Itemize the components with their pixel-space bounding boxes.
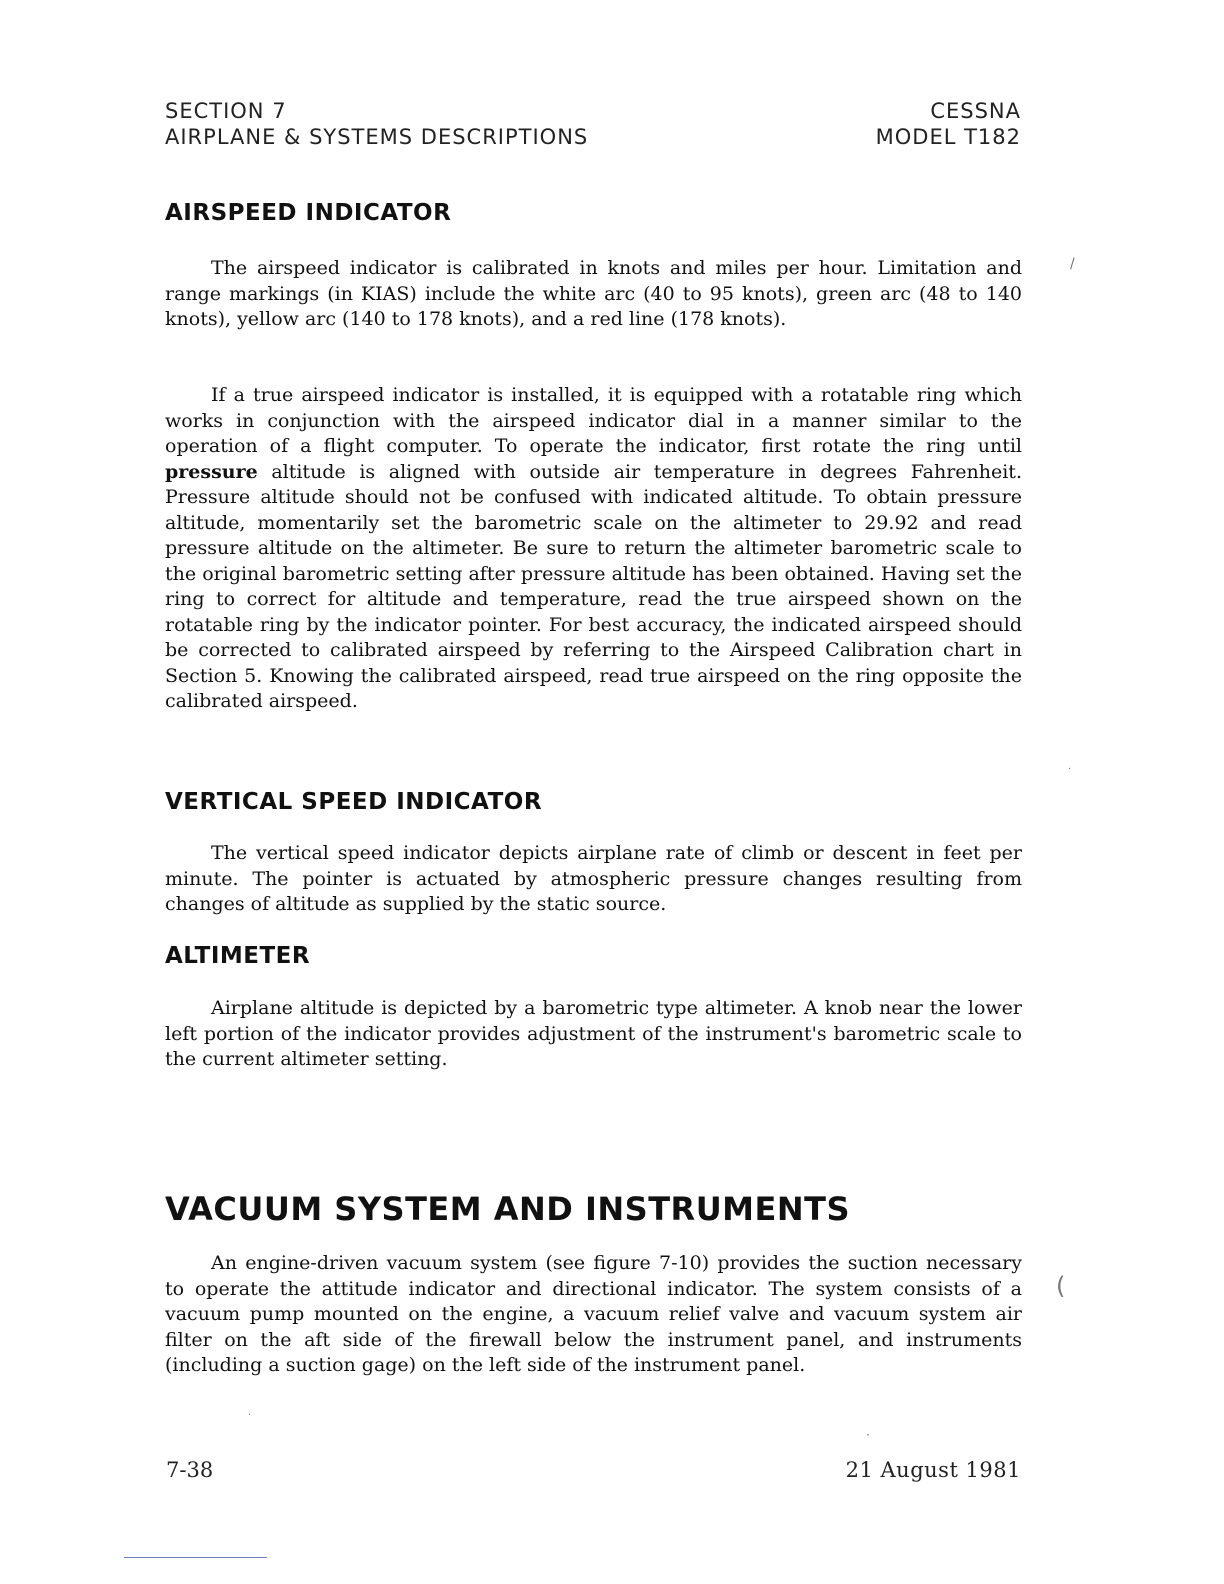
scan-artifact-dot: · (1068, 764, 1072, 775)
section-number: SECTION 7 (165, 99, 287, 123)
scan-artifact-tick: · (866, 1428, 870, 1442)
altimeter-heading: ALTIMETER (165, 943, 311, 969)
altimeter-paragraph: Airplane altitude is depicted by a barometric type altimeter. A knob near the lower left portion of the indicator provides adjustment of the instrument's barometric scale to the current altimeter setting. (165, 997, 1022, 1070)
manufacturer: CESSNA (930, 99, 1021, 123)
vsi-paragraph: The vertical speed indicator depicts airplane rate of climb or descent in feet per minute. The pointer is actuated by atmospheric pressure changes resulting from changes of altitude as supplied by the static source. (165, 842, 1022, 915)
section-title: AIRPLANE & SYSTEMS DESCRIPTIONS (165, 125, 589, 149)
revision-date: 21 August 1981 (845, 1458, 1021, 1482)
airspeed-indicator-heading: AIRSPEED INDICATOR (165, 200, 452, 226)
page-header-left (165, 98, 588, 150)
bottom-rule-line (124, 1557, 267, 1558)
scan-artifact-speck: · (248, 1410, 252, 1421)
airspeed-para2-text-a: If a true airspeed indicator is installed, it is equipped with a rotatable ring which works in conjunction with the airspeed indicator dial in a manner similar to the operation of a flight computer. To operate the indicator, first rotate the ring until (165, 384, 1022, 457)
airspeed-paragraph-1: The airspeed indicator is calibrated in knots and miles per hour. Limitation and range markings (in KIAS) include the white arc (40 to 95 knots), green arc (48 to 140 knots), yellow arc (140 to 178 knots), and a red line (178 knots). (165, 257, 1022, 330)
scan-artifact-paren: ( (1056, 1272, 1066, 1300)
vacuum-paragraph: An engine-driven vacuum system (see figure 7-10) provides the suction necessary to operate the attitude indicator and directional indicator. The system consists of a vacuum pump mounted on the engine, a vacuum relief valve and vacuum system air filter on the aft side of the firewall below the instrument panel, and instruments (including a suction gage) on the left side of the instrument panel. (165, 1252, 1022, 1376)
airspeed-paragraph-2 (165, 383, 1022, 715)
vertical-speed-indicator-heading: VERTICAL SPEED INDICATOR (165, 789, 543, 815)
page-number: 7-38 (166, 1458, 214, 1482)
airspeed-para2-bold: pressure (165, 460, 258, 483)
airspeed-para2-text-b: altitude is aligned with outside air temperature in degrees Fahrenheit. Pressure altitude should not be confused with indicated altitude. To obtain pressure altitude, momentarily set the barometric scale on the altimeter to 29.92 and read pressure altitude on the altimeter. Be sure to return the altimeter barometric scale to the original barometric setting after pressure altitude has been obtained. Having set the ring to correct for altitude and temperature, read the true airspeed shown on the rotatable ring by the indicator pointer. For best accuracy, the indicated airspeed should be corrected to calibrated airspeed by referring to the Airspeed Calibration chart in Section 5. Knowing the calibrated airspeed, read true airspeed on the ring opposite the calibrated airspeed. (165, 460, 1022, 712)
aircraft-model: MODEL T182 (875, 125, 1021, 149)
vacuum-system-heading: VACUUM SYSTEM AND INSTRUMENTS (165, 1190, 851, 1228)
page-header-right (876, 98, 1021, 150)
scan-artifact-mark: / (1070, 256, 1075, 272)
